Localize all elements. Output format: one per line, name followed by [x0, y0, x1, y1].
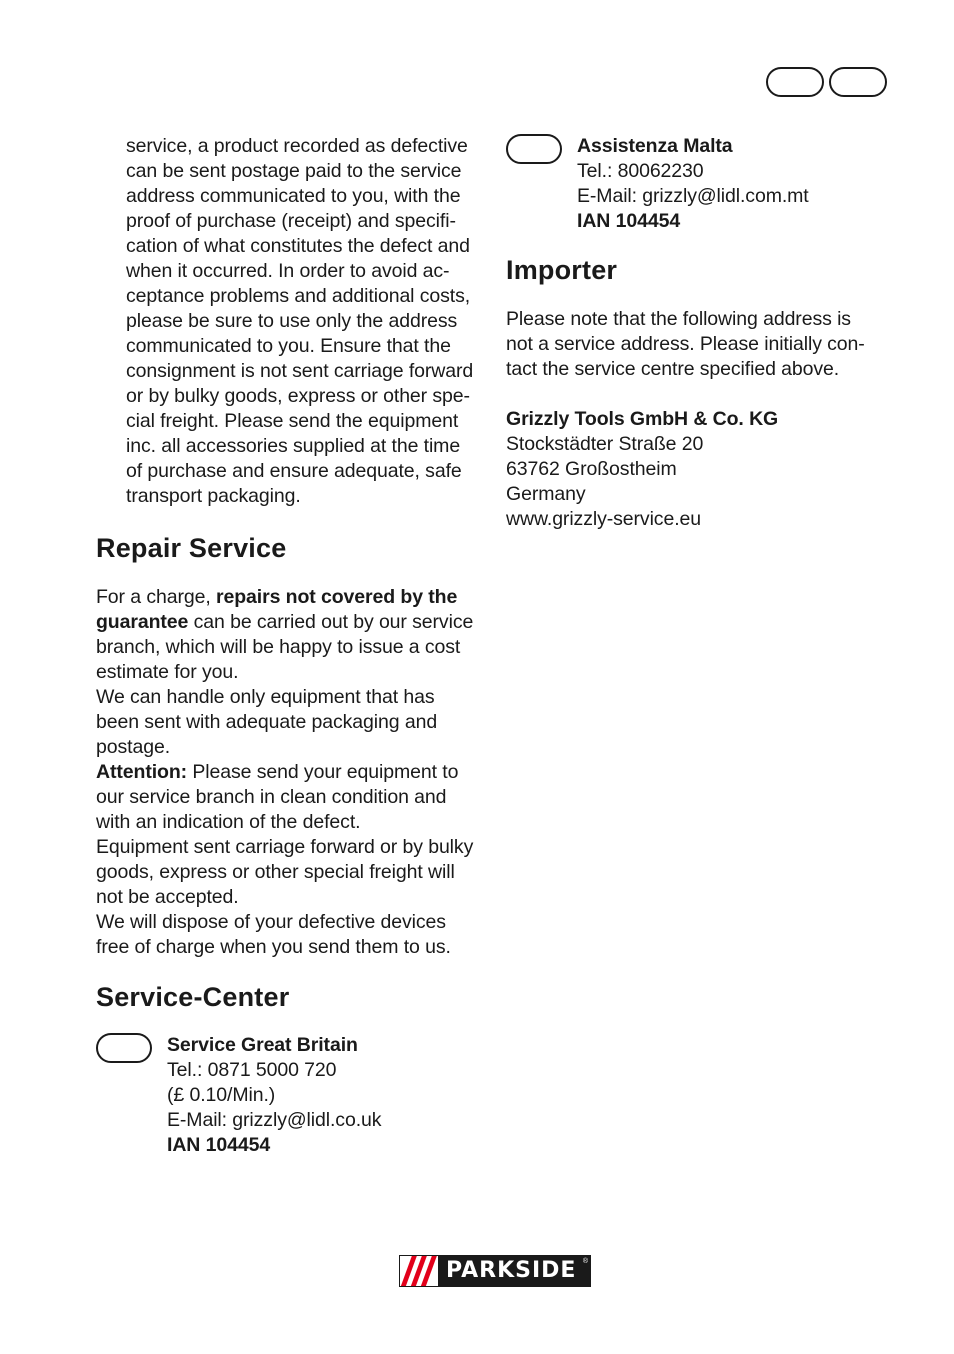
service-gb-tel: Tel.: 0871 5000 720: [167, 1059, 337, 1081]
repair-intro-bold: repairs not covered by the guarantee: [96, 586, 458, 633]
logo-text: PARKSIDE: [446, 1258, 577, 1283]
service-gb-name: Service Great Britain: [167, 1034, 358, 1056]
parkside-logo: [399, 1255, 591, 1287]
importer-company: Grizzly Tools GmbH & Co. KG: [506, 408, 779, 430]
service-mt-name: Assistenza Malta: [577, 135, 733, 157]
service-gb-rate: (£ 0.10/Min.): [167, 1084, 276, 1106]
repair-service-body: [96, 585, 480, 960]
left-column: [96, 134, 486, 1158]
continued-line: please be sure to use only the address: [126, 310, 458, 332]
continued-line: or by bulky goods, express or other spe-: [126, 385, 470, 407]
logo-stripes-icon: [400, 1256, 438, 1286]
right-column: [506, 134, 886, 532]
continued-line: consignment is not sent carriage forward: [126, 360, 474, 382]
repair-intro-post: can be carried out by our service branch, which will be happy to issue a cost estimate for you.: [96, 611, 474, 683]
continued-line: proof of purchase (receipt) and specifi-: [126, 210, 456, 232]
importer-website: www.grizzly-service.eu: [506, 508, 702, 530]
continued-line: of purchase and ensure adequate, safe: [126, 460, 462, 482]
repair-packaging: We can handle only equipment that has been sent with adequate packaging and postage.: [96, 686, 438, 758]
importer-heading: Importer: [506, 255, 618, 285]
repair-intro-pre: For a charge,: [96, 586, 216, 608]
attention-text: Please send your equipment to our service branch in clean condition and with an indication of the defect.: [96, 761, 459, 833]
importer-address: [506, 407, 886, 532]
importer-street: Stockstädter Straße 20: [506, 433, 704, 455]
service-mt-ian: IAN 104454: [577, 210, 681, 232]
service-mt: [506, 134, 886, 234]
continued-line: inc. all accessories supplied at the time: [126, 435, 461, 457]
country-badge-mt: [506, 134, 562, 164]
country-badge-gb: [96, 1033, 152, 1063]
repair-service-heading: Repair Service: [96, 533, 287, 563]
repair-attention: [96, 760, 480, 835]
continued-line: cation of what constitutes the defect and: [126, 235, 470, 257]
importer-country: Germany: [506, 483, 586, 505]
continued-line: service, a product recorded as defective: [126, 135, 468, 157]
service-mt-email: E-Mail: grizzly@lidl.com.mt: [577, 185, 809, 207]
continued-line: when it occurred. In order to avoid ac-: [126, 260, 450, 282]
importer-note: Please note that the following address is not a service address. Please initially con-tact the service centre specified above.: [506, 308, 865, 380]
service-mt-tel: Tel.: 80062230: [577, 160, 704, 182]
service-gb-email: E-Mail: grizzly@lidl.co.uk: [167, 1109, 382, 1131]
repair-intro: [96, 585, 480, 685]
repair-dispose: We will dispose of your defective devices free of charge when you send them to us.: [96, 911, 451, 958]
continued-paragraph: [96, 134, 486, 509]
importer-city: 63762 Großostheim: [506, 458, 677, 480]
continued-line: communicated to you. Ensure that the: [126, 335, 451, 357]
service-center-heading: Service-Center: [96, 982, 290, 1012]
service-gb-ian: IAN 104454: [167, 1134, 271, 1156]
service-gb: [96, 1033, 486, 1158]
repair-carriage: Equipment sent carriage forward or by bulky goods, express or other special freight will not be accepted.: [96, 836, 474, 908]
continued-line: can be sent postage paid to the service: [126, 160, 462, 182]
continued-line: address communicated to you, with the: [126, 185, 461, 207]
logo-registered-mark: ®: [582, 1258, 588, 1265]
language-badge-left: [766, 67, 824, 97]
continued-line: cial freight. Please send the equipment: [126, 410, 459, 432]
language-badge-right: [829, 67, 887, 97]
continued-line: ceptance problems and additional costs,: [126, 285, 471, 307]
attention-label: Attention:: [96, 761, 188, 783]
continued-line: transport packaging.: [126, 485, 301, 507]
